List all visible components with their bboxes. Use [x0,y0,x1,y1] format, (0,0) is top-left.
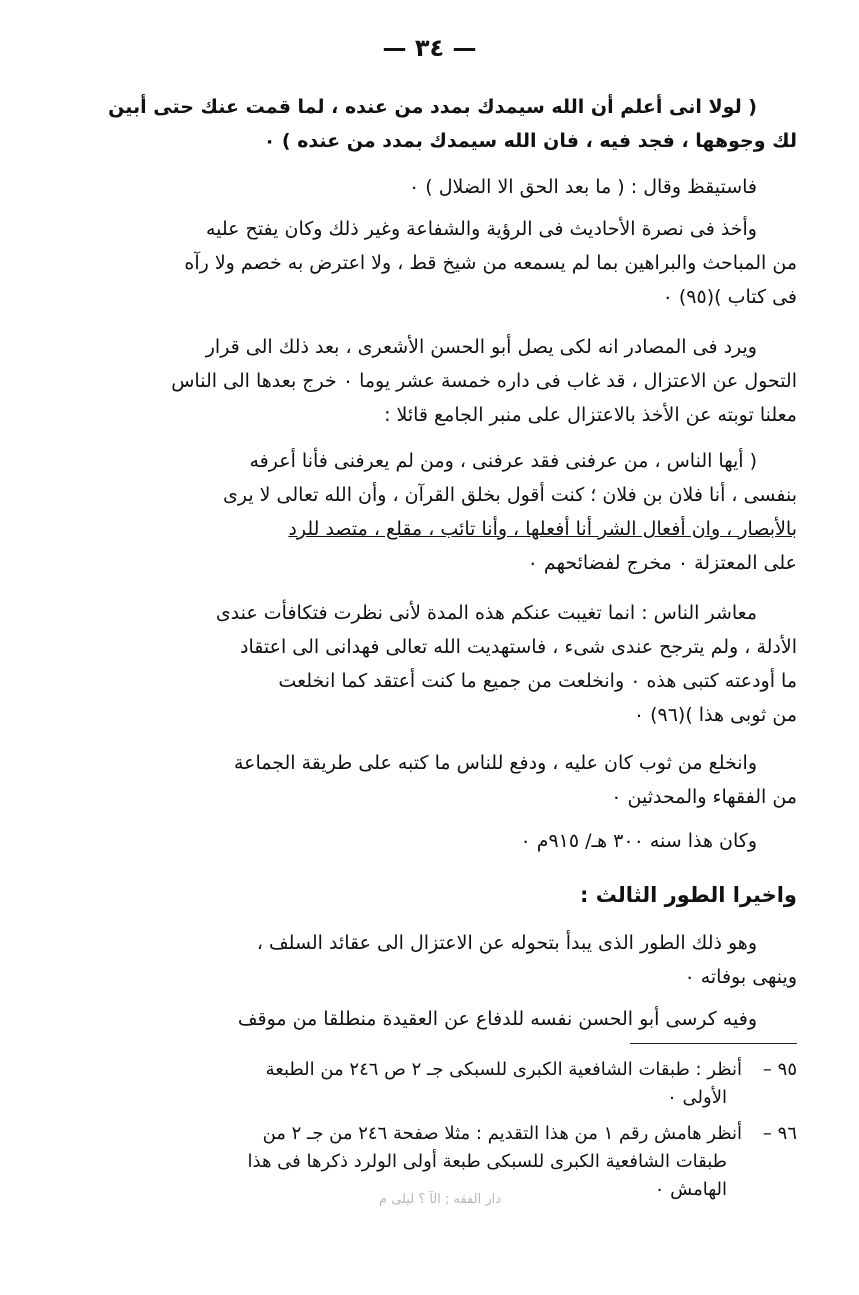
paragraph-5 [107,444,797,580]
section-heading: واخيرا الطور الثالث : [579,883,797,907]
text-line: معاشر الناس : انما تغيبت عنكم هذه المدة لأنى نظرت فتكافأت عندى [215,602,757,624]
paragraph-6 [107,596,797,732]
text-line: ويرد فى المصادر انه لكى يصل أبو الحسن الأشعرى ، بعد ذلك الى قرار [205,336,757,358]
text-line: وفيه كرسى أبو الحسن نفسه للدفاع عن العقيدة منطلقا من موقف [237,1008,757,1030]
text-line: ( لولا انى أعلم أن الله سيمدك بمدد من عنده ، لما قمت عنك حتى أبين [108,96,757,118]
text-line: التحول عن الاعتزال ، قد غاب فى داره خمسة عشر يوما ٠ خرج بعدها الى الناس [171,370,797,392]
page-number: — ٣٤ — [382,34,477,62]
text-line: من ثوبى هذا )(٩٦) ٠ [633,704,797,726]
text-line: وكان هذا سنه ٣٠٠ هـ/ ٩١٥م ٠ [520,830,757,852]
text-line: الأولى ٠ [667,1087,727,1108]
text-line: طبقات الشافعية الكبرى للسبكى طبعة أولى الولرد ذكرها فى هذا [247,1151,727,1172]
paragraph-7 [107,746,797,814]
text-line: معلنا توبته عن الأخذ بالاعتزال على منبر الجامع قائلا : [384,404,797,426]
paragraph-4 [107,330,797,432]
text-line: على المعتزلة ٠ مخرج لفضائحهم ٠ [527,552,797,574]
footnote-number: ٩٥ – [762,1059,797,1080]
text-line: الأدلة ، ولم يترجح عندى شىء ، فاستهديت الله تعالى فهدانى الى اعتقاد [240,636,797,658]
text-line: فاستيقظ وقال : ( ما بعد الحق الا الضلال ) ٠ [409,176,757,198]
paragraph-1 [107,90,797,158]
footnote-number: ٩٦ – [762,1123,797,1144]
text-line: أنظر هامش رقم ١ من هذا التقديم : مثلا صفحة ٢٤٦ من جـ ٢ من [262,1123,742,1144]
text-line: أنظر : طبقات الشافعية الكبرى للسبكى جـ ٢ ص ٢٤٦ من الطبعة [265,1059,742,1080]
footnote-divider [630,1043,797,1044]
text-line: ( أيها الناس ، من عرفنى فقد عرفنى ، ومن لم يعرفنى فأنا أعرفه [249,450,757,472]
text-line: وأخذ فى نصرة الأحاديث فى الرؤية والشفاعة وغير ذلك وكان يفتح عليه [205,218,757,240]
text-line: ما أودعته كتبى هذه ٠ وانخلعت من جميع ما كنت أعتقد كما انخلعت [278,670,797,692]
text-line: من الفقهاء والمحدثين ٠ [611,786,797,808]
text-line: وينهى بوفاته ٠ [684,966,797,988]
text-line: فى كتاب )(٩٥) ٠ [662,286,797,308]
paragraph-9 [107,926,797,994]
text-line: من المباحث والبراهين بما لم يسمعه من شيخ قط ، ولا اعترض به خصم ولا رآه [184,252,797,274]
paragraph-2 [107,170,797,204]
text-line: بالأبصار ، وان أفعال الشر أنا أفعلها ، وأنا تائب ، مقلع ، متصد للرد [288,518,797,540]
text-line: وهو ذلك الطور الذى يبدأ بتحوله عن الاعتزال الى عقائد السلف ، [256,932,757,954]
footnote-95 [97,1056,797,1112]
text-line: لك وجوهها ، فجد فيه ، فان الله سيمدك بمدد من عنده ) ٠ [263,130,797,152]
paragraph-8 [107,824,797,858]
text-line: وانخلع من ثوب كان عليه ، ودفع للناس ما كتبه على طريقة الجماعة [233,752,757,774]
paragraph-3 [107,212,797,314]
paragraph-10 [107,1002,797,1036]
text-line: بنفسى ، أنا فلان بن فلان ؛ كنت أقول بخلق القرآن ، وأن الله تعالى لا يرى [222,484,797,506]
library-stamp: دار الفقه ; الآ ؟ ليلى م [378,1192,502,1207]
text-line: الهامش ٠ [654,1179,727,1200]
